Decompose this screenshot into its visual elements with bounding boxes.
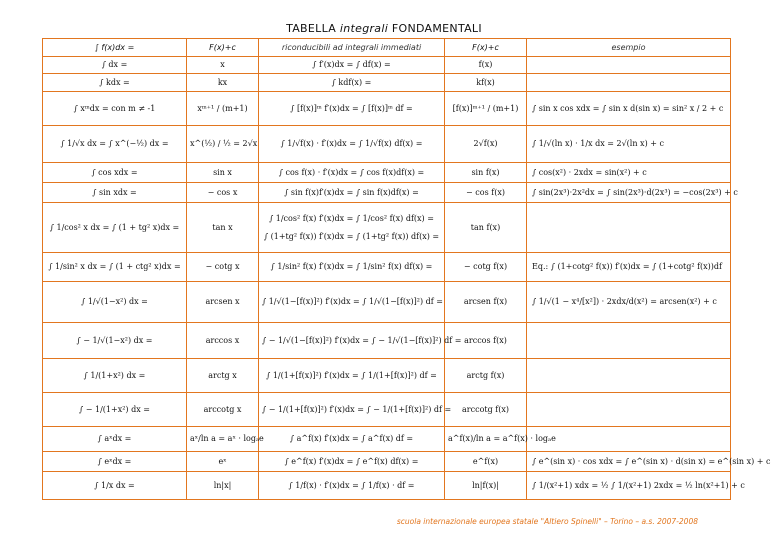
table-row bbox=[43, 203, 731, 253]
table-row bbox=[43, 183, 731, 203]
integral-cell: ∫ 1/x dx = bbox=[43, 472, 187, 500]
example-cell: ∫ cos(x²) · 2xdx = sin(x²) + c bbox=[527, 163, 731, 183]
composite-primitive-cell: e^f(x) bbox=[445, 452, 527, 472]
composite-primitive-cell: − cotg f(x) bbox=[445, 253, 527, 282]
reducible-cell: ∫ f′(x)dx = ∫ df(x) = bbox=[259, 57, 445, 74]
reducible-line-2: ∫ (1+tg² f(x)) f′(x)dx = ∫ (1+tg² f(x)) df(x) = bbox=[263, 231, 440, 241]
primitive-cell: arccos x bbox=[187, 323, 259, 359]
primitive-cell: arctg x bbox=[187, 359, 259, 393]
integral-cell: ∫ 1/sin² x dx = ∫ (1 + ctg² x)dx = bbox=[43, 253, 187, 282]
table-row bbox=[43, 92, 731, 126]
composite-primitive-cell: f(x) bbox=[445, 57, 527, 74]
integral-cell: ∫ kdx = bbox=[43, 74, 187, 92]
example-cell: ∫ e^(sin x) · cos xdx = ∫ e^(sin x) · d(sin x) = e^(sin x) + c bbox=[527, 452, 731, 472]
integral-cell: ∫ − 1/(1+x²) dx = bbox=[43, 393, 187, 427]
example-cell bbox=[527, 57, 731, 74]
integral-cell: ∫ 1/cos² x dx = ∫ (1 + tg² x)dx = bbox=[43, 203, 187, 253]
reducible-cell: ∫ a^f(x) f′(x)dx = ∫ a^f(x) df = bbox=[259, 427, 445, 452]
example-cell: ∫ sin(2x³)·2x²dx = ∫ sin(2x³)·d(2x³) = −cos(2x³) + c bbox=[527, 183, 731, 203]
table-row bbox=[43, 126, 731, 163]
table-row bbox=[43, 57, 731, 74]
table-row bbox=[43, 323, 731, 359]
table-row bbox=[43, 282, 731, 323]
example-cell bbox=[527, 359, 731, 393]
reducible-cell: ∫ e^f(x) f′(x)dx = ∫ e^f(x) df(x) = bbox=[259, 452, 445, 472]
page-title bbox=[0, 22, 768, 35]
integral-cell: ∫ eˣdx = bbox=[43, 452, 187, 472]
example-cell bbox=[527, 74, 731, 92]
primitive-cell: x bbox=[187, 57, 259, 74]
example-cell: ∫ 1/(x²+1) xdx = ½ ∫ 1/(x²+1) 2xdx = ½ ln(x²+1) + c bbox=[527, 472, 731, 500]
primitive-cell: aˣ/ln a = aˣ · logₐe bbox=[187, 427, 259, 452]
reducible-cell: ∫ 1/√f(x) · f′(x)dx = ∫ 1/√f(x) df(x) = bbox=[259, 126, 445, 163]
header-primitive: F(x)+c bbox=[187, 39, 259, 57]
integral-cell: ∫ − 1/√(1−x²) dx = bbox=[43, 323, 187, 359]
integral-cell: ∫ dx = bbox=[43, 57, 187, 74]
header-reducible: riconducibili ad integrali immediati bbox=[259, 39, 445, 57]
reducible-cell: ∫ kdf(x) = bbox=[259, 74, 445, 92]
example-cell: Eq.: ∫ (1+cotg² f(x)) f′(x)dx = ∫ (1+cotg² f(x))df bbox=[527, 253, 731, 282]
title-part-1: TABELLA bbox=[286, 22, 337, 35]
primitive-cell: arccotg x bbox=[187, 393, 259, 427]
composite-primitive-cell: ln|f(x)| bbox=[445, 472, 527, 500]
title-part-3: FONDAMENTALI bbox=[391, 22, 482, 35]
composite-primitive-cell: sin f(x) bbox=[445, 163, 527, 183]
example-cell bbox=[527, 393, 731, 427]
reducible-cell: ∫ [f(x)]ᵐ f′(x)dx = ∫ [f(x)]ᵐ df = bbox=[259, 92, 445, 126]
table-row bbox=[43, 472, 731, 500]
composite-primitive-cell: arccotg f(x) bbox=[445, 393, 527, 427]
primitive-cell: arcsen x bbox=[187, 282, 259, 323]
composite-primitive-cell: − cos f(x) bbox=[445, 183, 527, 203]
table-row bbox=[43, 393, 731, 427]
primitive-cell: − cos x bbox=[187, 183, 259, 203]
reducible-cell: ∫ − 1/(1+[f(x)]²) f′(x)dx = ∫ − 1/(1+[f(x)]²) df = bbox=[259, 393, 445, 427]
example-cell: ∫ 1/√(1 − x⁴/[x²]) · 2xdx/d(x²) = arcsen(x²) + c bbox=[527, 282, 731, 323]
integral-cell: ∫ 1/√x dx = ∫ x^(−½) dx = bbox=[43, 126, 187, 163]
primitive-cell: eˣ bbox=[187, 452, 259, 472]
reducible-cell: ∫ cos f(x) · f′(x)dx = ∫ cos f(x)df(x) = bbox=[259, 163, 445, 183]
footer-credit: scuola internazionale europea statale "Altiero Spinelli" – Torino – a.s. 2007-2008 bbox=[396, 517, 698, 526]
primitive-cell: sin x bbox=[187, 163, 259, 183]
integrals-table bbox=[42, 38, 771, 500]
reducible-cell: ∫ 1/(1+[f(x)]²) f′(x)dx = ∫ 1/(1+[f(x)]²) df = bbox=[259, 359, 445, 393]
header-integral: ∫ f(x)dx = bbox=[43, 39, 187, 57]
table-row bbox=[43, 253, 731, 282]
integral-cell: ∫ sin xdx = bbox=[43, 183, 187, 203]
primitive-cell: ln|x| bbox=[187, 472, 259, 500]
composite-primitive-cell: [f(x)]ᵐ⁺¹ / (m+1) bbox=[445, 92, 527, 126]
composite-primitive-cell: 2√f(x) bbox=[445, 126, 527, 163]
header-primitive-composite: F(x)+c bbox=[445, 39, 527, 57]
primitive-cell: − cotg x bbox=[187, 253, 259, 282]
table-header-row bbox=[43, 39, 731, 57]
table-row bbox=[43, 163, 731, 183]
example-cell bbox=[527, 323, 731, 359]
integral-cell: ∫ cos xdx = bbox=[43, 163, 187, 183]
integral-cell: ∫ 1/(1+x²) dx = bbox=[43, 359, 187, 393]
header-example: esempio bbox=[527, 39, 731, 57]
composite-primitive-cell: tan f(x) bbox=[445, 203, 527, 253]
composite-primitive-cell: arccos f(x) bbox=[445, 323, 527, 359]
reducible-cell: ∫ sin f(x)f′(x)dx = ∫ sin f(x)df(x) = bbox=[259, 183, 445, 203]
reducible-cell bbox=[259, 203, 445, 253]
title-part-2: integrali bbox=[339, 22, 389, 35]
reducible-cell: ∫ 1/f(x) · f′(x)dx = ∫ 1/f(x) · df = bbox=[259, 472, 445, 500]
table-row bbox=[43, 452, 731, 472]
example-cell: ∫ 1/√(ln x) · 1/x dx = 2√(ln x) + c bbox=[527, 126, 731, 163]
table-row bbox=[43, 427, 731, 452]
composite-primitive-cell: arctg f(x) bbox=[445, 359, 527, 393]
primitive-cell: x^(½) / ½ = 2√x bbox=[187, 126, 259, 163]
reducible-cell: ∫ 1/sin² f(x) f′(x)dx = ∫ 1/sin² f(x) df(x) = bbox=[259, 253, 445, 282]
integral-cell: ∫ aˣdx = bbox=[43, 427, 187, 452]
reducible-line-1: ∫ 1/cos² f(x) f′(x)dx = ∫ 1/cos² f(x) df(x) = bbox=[269, 213, 434, 223]
reducible-cell: ∫ − 1/√(1−[f(x)]²) f′(x)dx = ∫ − 1/√(1−[f(x)]²) df = bbox=[259, 323, 445, 359]
example-cell bbox=[527, 203, 731, 253]
composite-primitive-cell: a^f(x)/ln a = a^f(x) · logₐe bbox=[445, 427, 527, 452]
integral-cell: ∫ xᵐdx = con m ≠ -1 bbox=[43, 92, 187, 126]
composite-primitive-cell: arcsen f(x) bbox=[445, 282, 527, 323]
reducible-cell: ∫ 1/√(1−[f(x)]²) f′(x)dx = ∫ 1/√(1−[f(x)]²) df = bbox=[259, 282, 445, 323]
primitive-cell: kx bbox=[187, 74, 259, 92]
example-cell: ∫ sin x cos xdx = ∫ sin x d(sin x) = sin² x / 2 + c bbox=[527, 92, 731, 126]
integral-cell: ∫ 1/√(1−x²) dx = bbox=[43, 282, 187, 323]
composite-primitive-cell: kf(x) bbox=[445, 74, 527, 92]
primitive-cell: xᵐ⁺¹ / (m+1) bbox=[187, 92, 259, 126]
primitive-cell: tan x bbox=[187, 203, 259, 253]
example-cell bbox=[527, 427, 731, 452]
table-row bbox=[43, 359, 731, 393]
table-row bbox=[43, 74, 731, 92]
